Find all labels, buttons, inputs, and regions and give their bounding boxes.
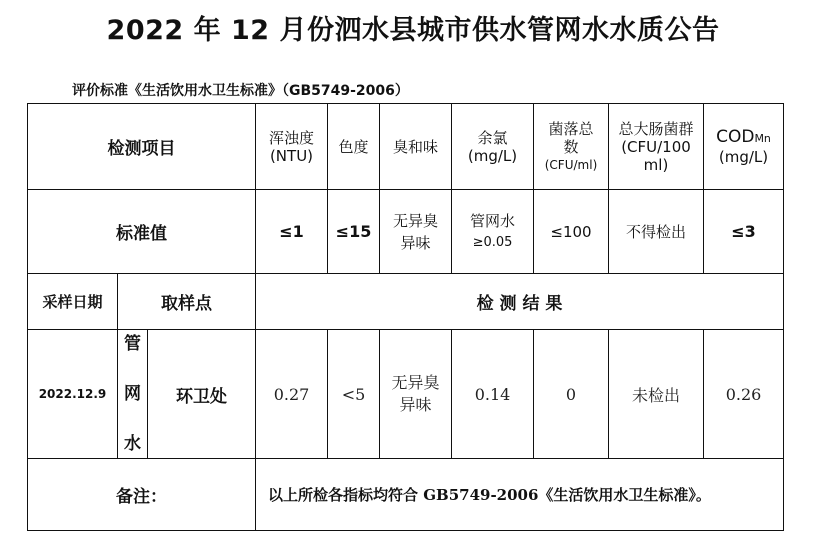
water-type: [118, 330, 148, 459]
result-turbidity: 0.27: [256, 330, 328, 459]
standard-coliform: 不得检出: [609, 190, 704, 274]
sampling-header-row: [28, 274, 784, 330]
note-text: 以上所检各指标均符合 GB5749-2006《生活饮用水卫生标准》。: [256, 459, 784, 531]
standard-chlorine-line2: ≥0.05: [472, 234, 513, 250]
standard-label: 标准值: [28, 190, 256, 274]
water-type-char: 管: [124, 334, 141, 354]
result-odor: 无异臭异味: [380, 330, 452, 459]
sampling-date-label: 采样日期: [28, 274, 118, 330]
water-quality-table: [27, 103, 784, 531]
item-label: 检测项目: [28, 104, 256, 190]
coliform-unit: (CFU/100ml): [621, 137, 691, 174]
result-color: <5: [328, 330, 380, 459]
turbidity-name: 浑浊度: [268, 128, 314, 147]
bacteria-header: [534, 104, 609, 190]
standard-bacteria: ≤100: [534, 190, 609, 274]
turbidity-header: [256, 104, 328, 190]
cod-name-text: COD: [716, 126, 755, 147]
standard-turbidity: ≤1: [256, 190, 328, 274]
standard-color: ≤15: [328, 190, 380, 274]
result-bacteria: 0: [534, 330, 609, 459]
sample-date: 2022.12.9: [28, 330, 118, 459]
result-coliform: 未检出: [609, 330, 704, 459]
chlorine-header: [452, 104, 534, 190]
odor-header: 臭和味: [380, 104, 452, 190]
water-type-char: 网: [124, 384, 141, 404]
cod-subscript: Mn: [754, 131, 771, 145]
result-row: [28, 330, 784, 459]
standard-odor: 无异臭异味: [380, 190, 452, 274]
result-cod: 0.26: [704, 330, 784, 459]
standard-reference: 评价标准《生活饮用水卫生标准》（GB5749-2006）: [72, 83, 409, 99]
cod-unit: (mg/L): [718, 147, 769, 166]
chlorine-unit: (mg/L): [467, 146, 518, 165]
standard-chlorine-line1: 管网水: [469, 211, 515, 230]
coliform-name: 总大肠菌群: [618, 119, 694, 138]
turbidity-unit: (NTU): [269, 146, 314, 165]
standard-chlorine: [452, 190, 534, 274]
bacteria-name: 菌落总数: [548, 119, 594, 156]
water-type-char: 水: [124, 434, 141, 454]
sample-point: 环卫处: [148, 330, 256, 459]
note-label: 备注：: [28, 459, 256, 531]
standard-row: [28, 190, 784, 274]
result-label: 检 测 结 果: [256, 274, 784, 330]
color-header: 色度: [328, 104, 380, 190]
result-chlorine: 0.14: [452, 330, 534, 459]
page-title: 2022 年 12 月份泗水县城市供水管网水水质公告: [106, 15, 720, 46]
standard-cod: ≤3: [704, 190, 784, 274]
cod-name: [704, 128, 783, 148]
note-row: [28, 459, 784, 531]
bacteria-unit: (CFU/ml): [544, 157, 598, 172]
sampling-point-label: 取样点: [118, 274, 256, 330]
chlorine-name: 余氯: [477, 128, 508, 147]
cod-header: [704, 104, 784, 190]
coliform-header: [609, 104, 704, 190]
header-row: [28, 104, 784, 190]
